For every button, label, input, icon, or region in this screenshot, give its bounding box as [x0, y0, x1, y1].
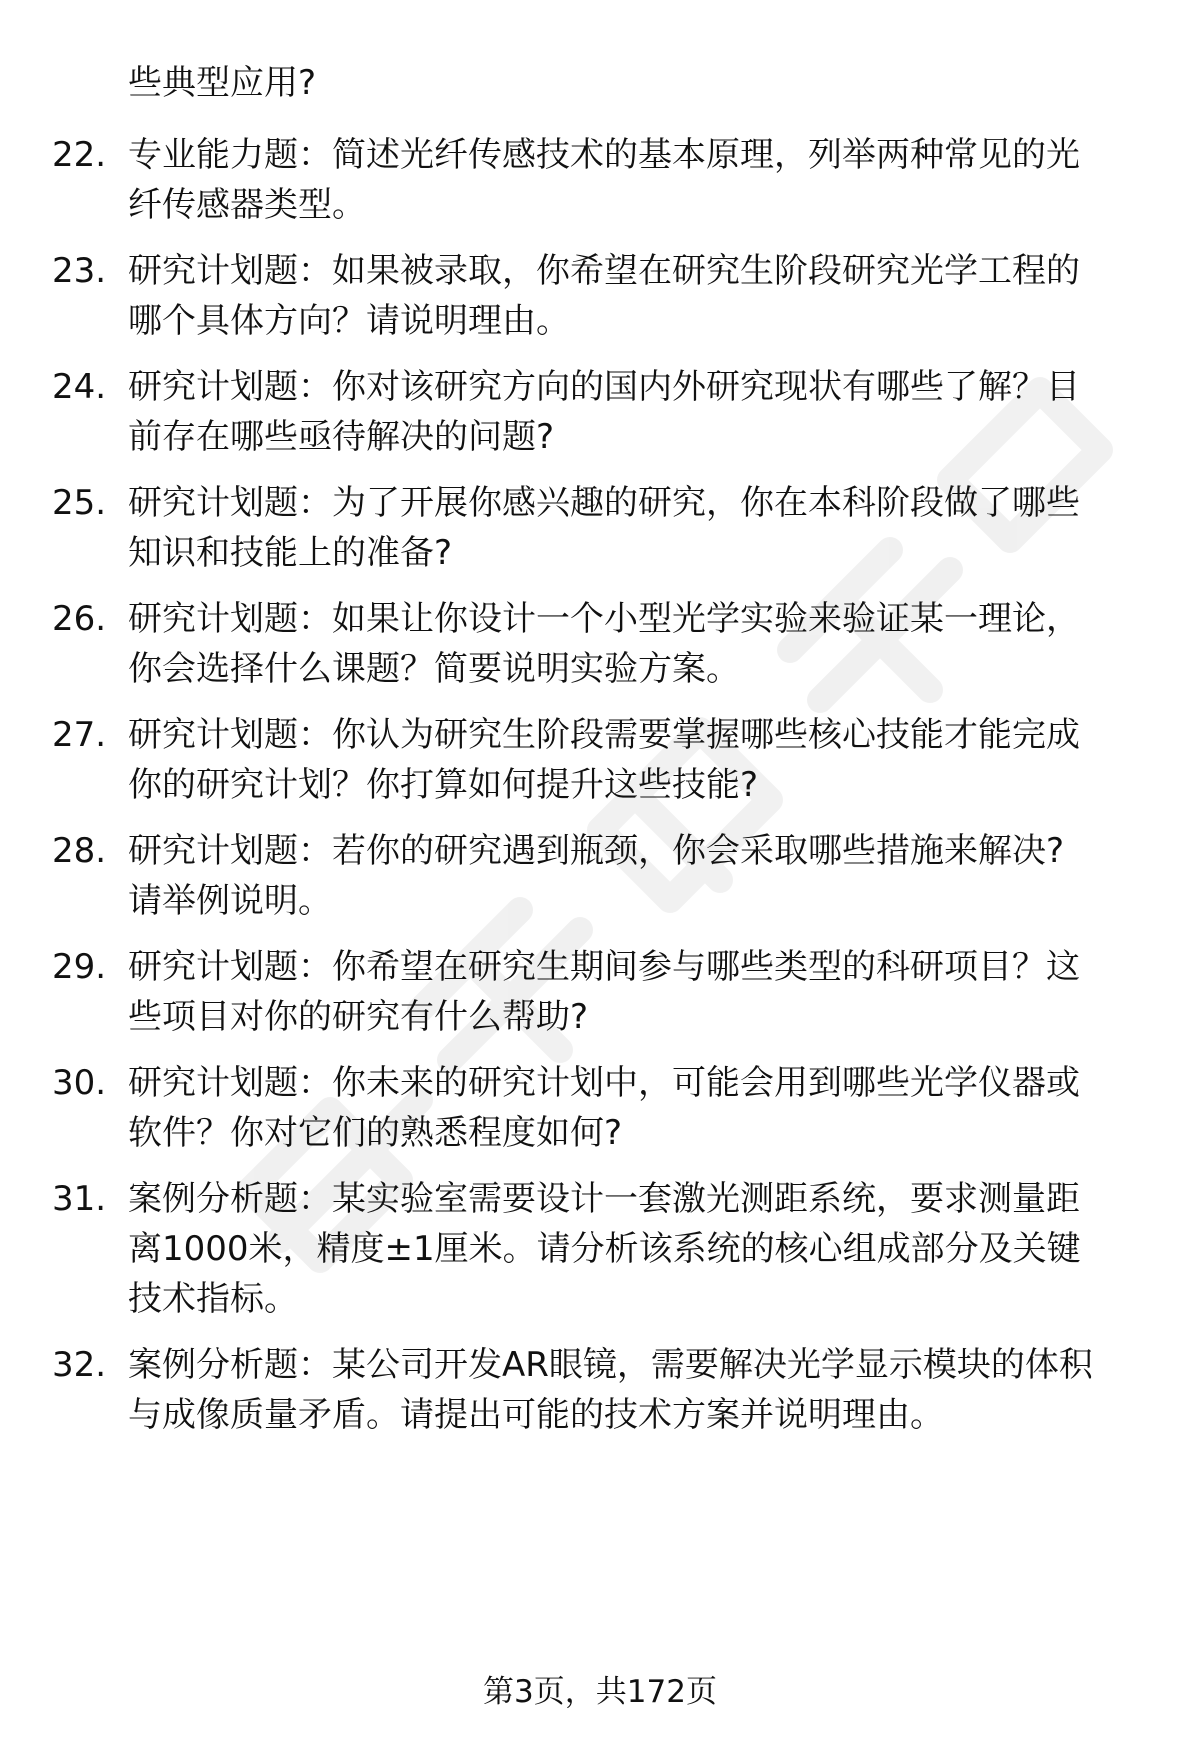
question-text: 研究计划题：你未来的研究计划中，可能会用到哪些光学仪器或 软件？你对它们的熟悉程度如何? [128, 1063, 1080, 1153]
question-number: 27. [52, 715, 107, 755]
question-number: 32. [52, 1345, 107, 1385]
question-text: 研究计划题：如果被录取，你希望在研究生阶段研究光学工程的 哪个具体方向？请说明理由。 [128, 251, 1080, 341]
page-footer: 第3页，共172页 [483, 1674, 717, 1710]
question-text: 研究计划题：若你的研究遇到瓶颈，你会采取哪些措施来解决? 请举例说明。 [128, 831, 1065, 921]
continued-question-text: 些典型应用? [128, 63, 317, 103]
question-number: 30. [52, 1063, 107, 1103]
question-text: 研究计划题：为了开展你感兴趣的研究，你在本科阶段做了哪些 知识和技能上的准备? [128, 483, 1080, 573]
question-text: 案例分析题：某公司开发AR眼镜，需要解决光学显示模块的体积 与成像质量矛盾。请提出可能的技术方案并说明理由。 [128, 1345, 1093, 1435]
question-number: 23. [52, 251, 107, 291]
question-text: 专业能力题：简述光纤传感技术的基本原理，列举两种常见的光 纤传感器类型。 [128, 135, 1080, 225]
question-text: 研究计划题：你认为研究生阶段需要掌握哪些核心技能才能完成 你的研究计划？你打算如何提升这些技能? [128, 715, 1080, 805]
question-number: 31. [52, 1179, 107, 1219]
question-number: 28. [52, 831, 107, 871]
question-number: 22. [52, 135, 107, 175]
question-text: 研究计划题：如果让你设计一个小型光学实验来验证某一理论， 你会选择什么课题？简要说明实验方案。 [128, 599, 1080, 689]
question-number: 25. [52, 483, 107, 523]
question-text: 案例分析题：某实验室需要设计一套激光测距系统，要求测量距 离1000米，精度±1厘米。请分析该系统的核心组成部分及关键 技术指标。 [128, 1179, 1081, 1319]
question-text: 研究计划题：你对该研究方向的国内外研究现状有哪些了解？目 前存在哪些亟待解决的问题? [128, 367, 1080, 457]
question-number: 29. [52, 947, 107, 987]
question-text: 研究计划题：你希望在研究生期间参与哪些类型的科研项目？这 些项目对你的研究有什么帮助? [128, 947, 1080, 1037]
question-number: 24. [52, 367, 107, 407]
question-number: 26. [52, 599, 107, 639]
